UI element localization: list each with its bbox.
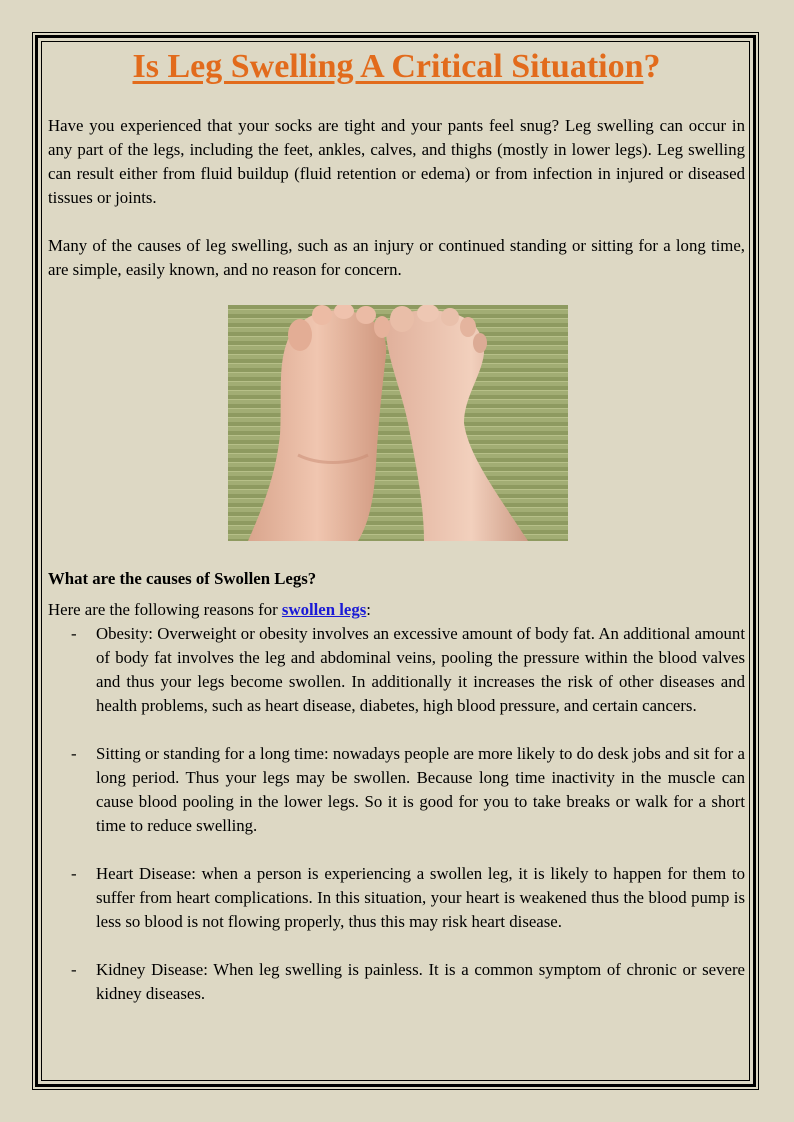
list-bullet: - [71,960,77,979]
causes-list [48,622,745,1030]
main-content [48,40,745,282]
list-item [48,742,745,838]
title-link[interactable]: Is Leg Swelling A Critical Situation [132,48,644,85]
list-bullet: - [71,624,77,643]
swollen-feet-photo [228,305,568,541]
intro-paragraph-2: Many of the causes of leg swelling, such as an injury or continued standing or sitting for a long time, are simple, easily known, and no reason for concern. [48,236,745,279]
list-item-text: Sitting or standing for a long time: nowadays people are more likely to do desk jobs and sit for a long period. Thus your legs may be swollen. Because long time inactivity in the muscle can cause blood pooling in the lower legs. So it is good for you to take breaks or walk for a short time to reduce swelling. [96,744,745,835]
intro-paragraph-1: Have you experienced that your socks are tight and your pants feel snug? Leg swelling can occur in any part of the legs, including the feet, ankles, calves, and thighs (mostly in lower legs). Leg swelling can result either from fluid buildup (fluid retention or edema) or from infection in injured or diseased tissues or joints. [48,116,745,207]
causes-intro [48,598,745,622]
title-suffix: ? [643,48,661,85]
list-item-text: Obesity: Overweight or obesity involves an excessive amount of body fat. An additional amount of body fat involves the leg and abdominal veins, pooling the pressure within the blood valves and thus your legs become swollen. In additionally it increases the risk of other diseases and health problems, such as heart disease, diabetes, high blood pressure, and certain cancers. [96,624,745,715]
list-item-text: Kidney Disease: When leg swelling is painless. It is a common symptom of chronic or severe kidney diseases. [96,960,745,1003]
causes-intro-text: Here are the following reasons for [48,600,282,619]
list-bullet: - [71,864,77,883]
list-item [48,958,745,1006]
list-bullet: - [71,744,77,763]
causes-intro-suffix: : [366,600,371,619]
causes-heading: What are the causes of Swollen Legs? [48,569,317,588]
list-item [48,862,745,934]
list-item-text: Heart Disease: when a person is experiencing a swollen leg, it is likely to happen for them to suffer from heart complications. In this situation, your heart is weakened thus the blood pump is less so blood is not flowing properly, thus this may risk heart disease. [96,864,745,931]
list-item [48,622,745,718]
swollen-legs-link[interactable]: swollen legs [281,600,367,619]
page-title [48,40,745,94]
